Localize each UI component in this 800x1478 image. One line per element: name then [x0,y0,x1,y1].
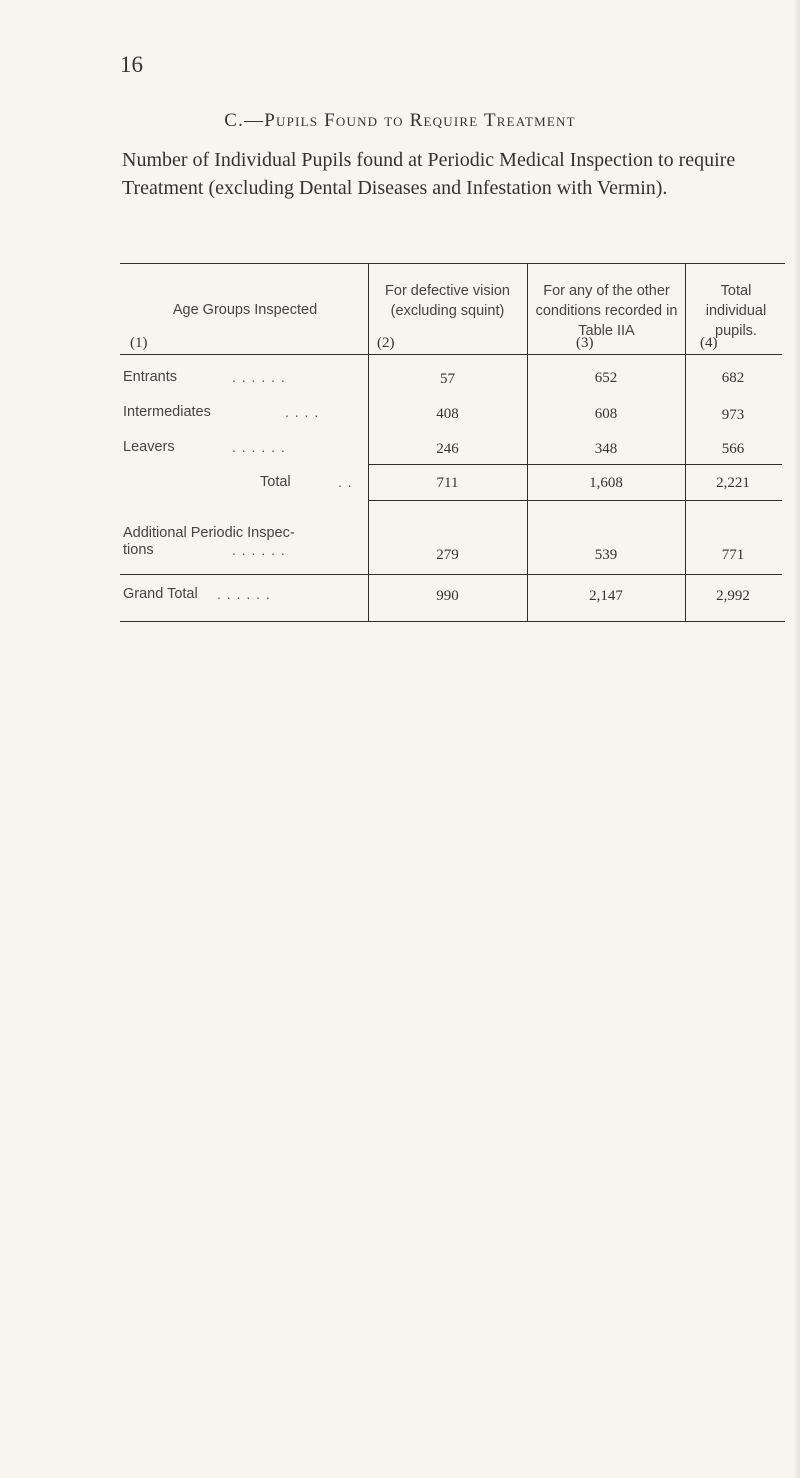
section-title: C.—Pupils Found to Require Treatment [224,110,576,131]
header-col-number: (3) [576,335,594,351]
table-cell: 990 [436,588,459,604]
grand-total-top-rule [120,574,782,575]
leader-dots: . . . . . . [217,586,271,602]
table-cell: 771 [721,547,745,563]
total-bottom-rule [368,500,782,501]
leader-dots: . . . . . . [232,439,286,455]
header-bottom-rule [368,354,782,355]
table-cell: 652 [594,370,618,386]
header-total-individual: Total individual pupils. [705,283,767,339]
table-cell: 348 [594,441,618,457]
header-other-conditions: For any of the other conditions recorded in Table IIA [535,283,678,339]
header-col-number: (4) [700,335,718,351]
row-label-entrants: Entrants [123,369,177,385]
table-cell: 682 [721,370,745,386]
header-col-number: (2) [377,335,395,351]
table-cell: 973 [721,407,745,423]
table-cell: 2,147 [589,588,623,604]
row-label-total: Total [260,474,291,490]
table-cell: 408 [436,406,459,422]
header-defective-vision: For defective vision (excluding squint) [385,283,510,319]
total-top-rule [368,464,782,465]
table-cell: 2,992 [716,588,750,604]
table-cell: 2,221 [716,475,750,491]
leader-dots: . . . . . . [232,542,286,558]
header-bottom-rule [120,354,368,355]
row-label-grand-total: Grand Total [123,586,198,602]
header-col-number: (1) [130,335,148,351]
page-number: 16 [120,52,143,77]
row-label-intermediates: Intermediates [123,404,211,420]
table-cell: 711 [436,475,459,491]
intro-paragraph: Number of Individual Pupils found at Periodic Medical Inspection to require Treatment (excluding Dental Diseases and Infestation with Vermin). [122,149,736,199]
table-cell: 608 [594,406,618,422]
leader-dots: . . . . [285,404,320,420]
row-label-leavers: Leavers [123,439,175,455]
leader-dots: . . . . . . [232,369,286,385]
page-edge [794,0,800,1478]
table-cell: 279 [436,547,459,563]
header-age-groups: Age Groups Inspected [172,302,318,318]
leader-dots: . . [338,474,353,490]
table-cell: 539 [594,547,618,563]
row-label-additional: Additional Periodic Inspec- [123,525,295,541]
table-cell: 57 [440,371,455,387]
row-label-additional-cont: tions [123,542,154,558]
table-cell: 1,608 [589,475,623,491]
table-bottom-rule [120,621,785,622]
table-cell: 246 [436,441,459,457]
table-cell: 566 [721,441,745,457]
